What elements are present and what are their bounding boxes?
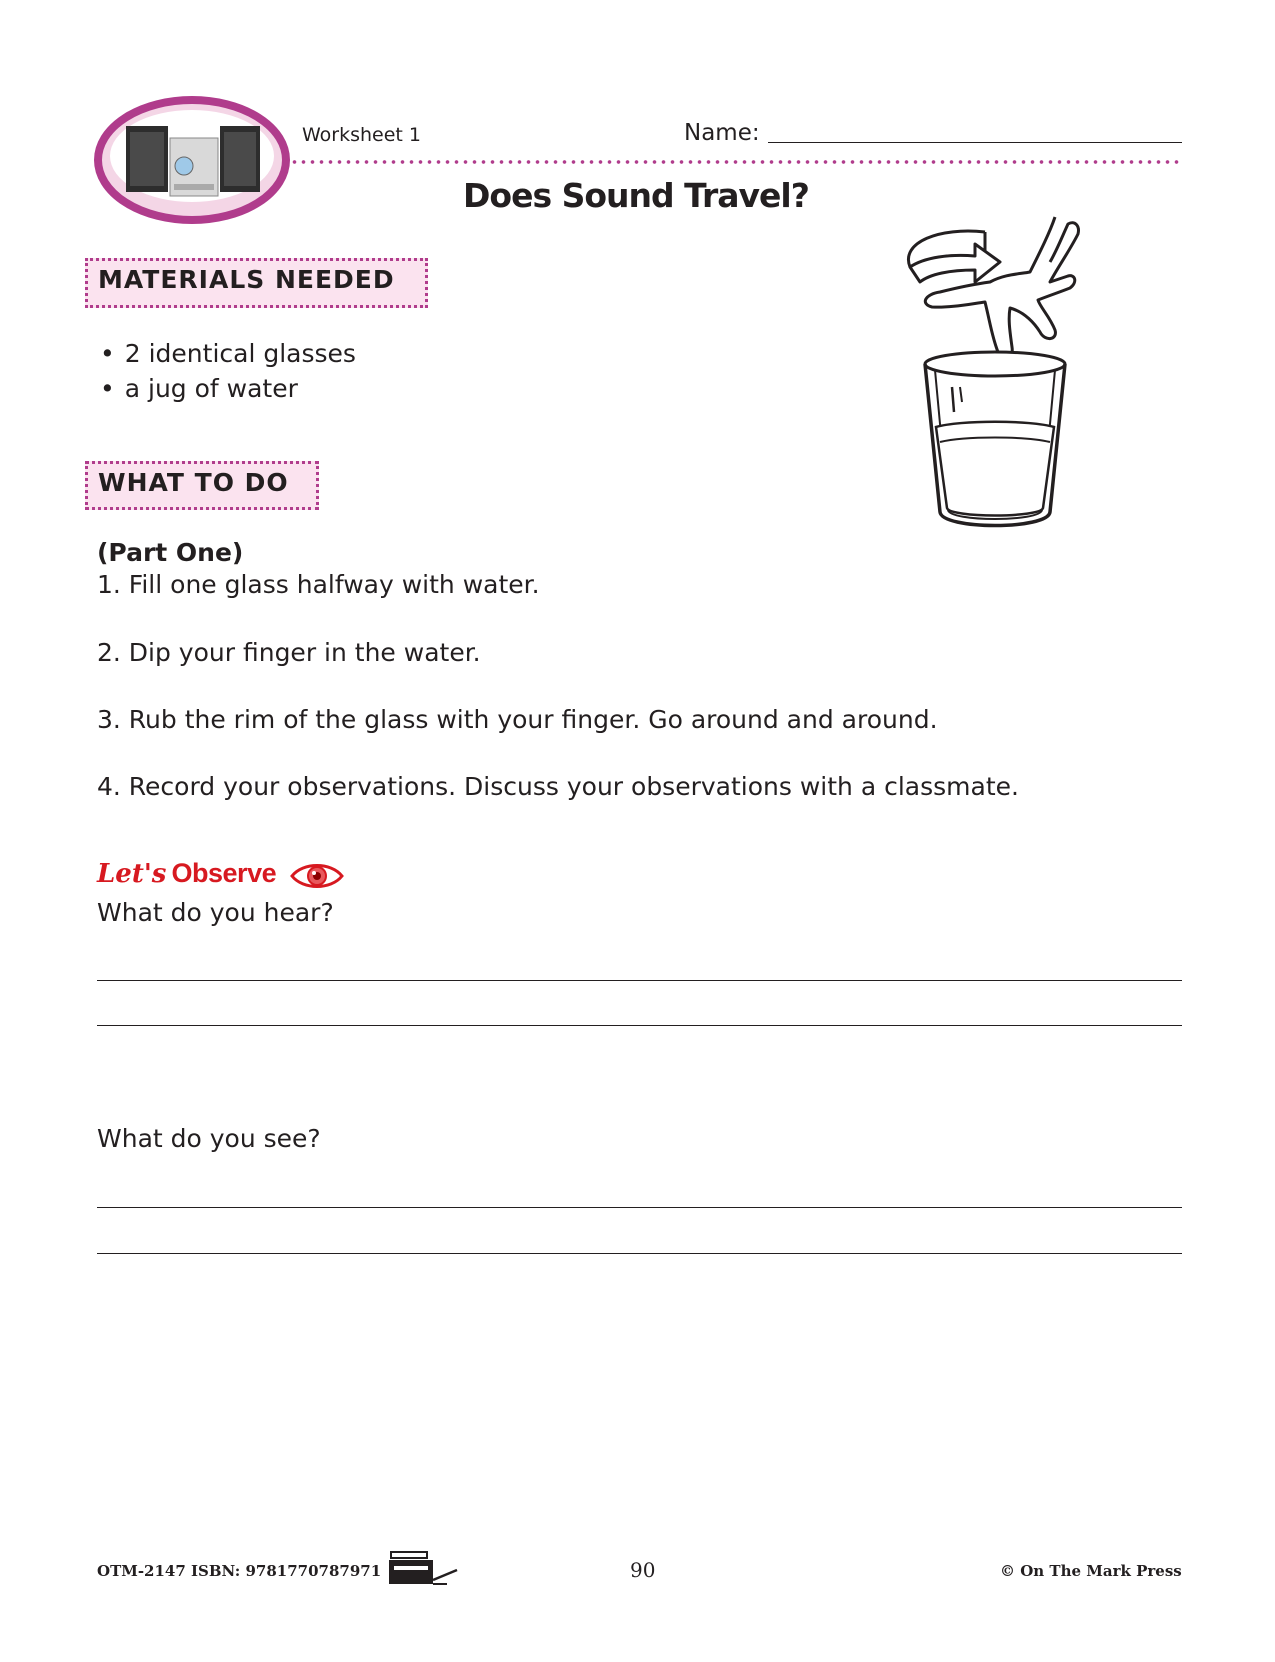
observe-label: Observe [171, 858, 277, 888]
hand-glass-illustration [880, 212, 1110, 566]
footer-isbn: OTM-2147 ISBN: 9781770787971 [97, 1562, 382, 1580]
step-1: 1. Fill one glass halfway with water. [97, 570, 540, 599]
stereo-logo-icon [92, 88, 292, 228]
footer-publisher: © On The Mark Press [1000, 1562, 1182, 1580]
list-item: • 2 identical glasses [100, 336, 356, 371]
step-3: 3. Rub the rim of the glass with your finger. Go around and around. [97, 705, 938, 734]
part-one-label: (Part One) [97, 538, 244, 567]
name-field-line[interactable] [768, 142, 1182, 143]
name-label: Name: [684, 120, 760, 146]
lets-label: Let's [97, 859, 167, 889]
question-hear: What do you hear? [97, 898, 334, 927]
answer-line[interactable] [97, 1025, 1182, 1026]
lets-observe-heading [97, 858, 345, 898]
question-see: What do you see? [97, 1124, 321, 1153]
eye-icon [289, 860, 345, 896]
scanner-icon [385, 1548, 461, 1592]
list-item: • a jug of water [100, 371, 356, 406]
answer-line[interactable] [97, 1253, 1182, 1254]
materials-list [100, 336, 356, 406]
step-2: 2. Dip your finger in the water. [97, 638, 481, 667]
page-title: Does Sound Travel? [463, 176, 809, 215]
worksheet-label: Worksheet 1 [302, 124, 422, 146]
answer-line[interactable] [97, 980, 1182, 981]
page-number: 90 [630, 1558, 656, 1582]
answer-line[interactable] [97, 1207, 1182, 1208]
step-4: 4. Record your observations. Discuss your observations with a classmate. [97, 772, 1019, 801]
header-dotted-rule [290, 159, 1182, 165]
materials-heading: MATERIALS NEEDED [85, 258, 428, 308]
what-to-do-heading: WHAT TO DO [85, 461, 319, 510]
